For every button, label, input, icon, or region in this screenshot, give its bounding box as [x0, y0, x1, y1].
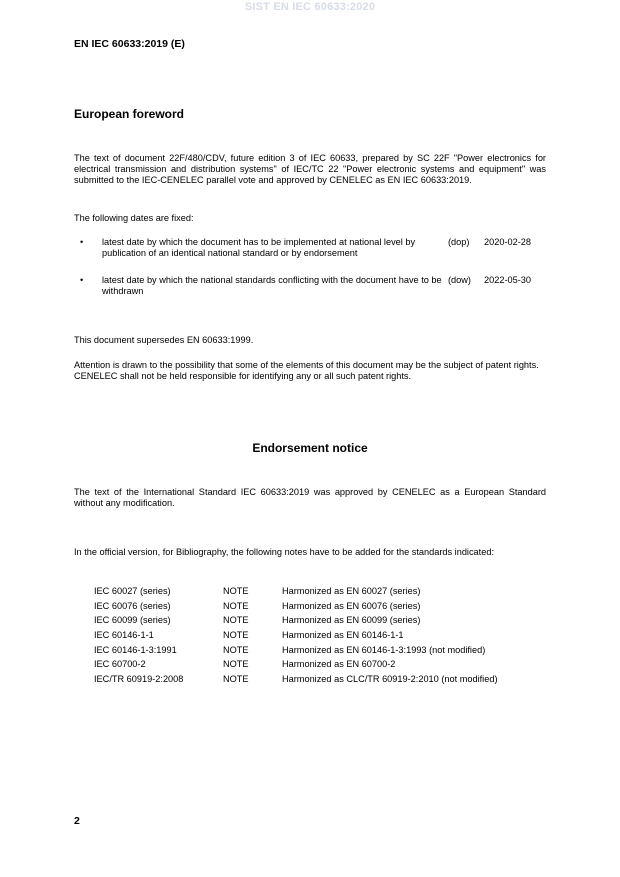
patent-attention-paragraph: Attention is drawn to the possibility that some of the elements of this document may be the subject of patent rights. CENELEC shall not be held responsible for identifying any or all such patent rights.	[74, 360, 539, 381]
endorsement-notice-title: Endorsement notice	[252, 441, 368, 455]
harmonized-cell: Harmonized as EN 60700-2	[282, 659, 396, 670]
date-description: latest date by which the national standards conflicting with the document have to be withdrawn	[102, 275, 442, 296]
note-cell: NOTE	[223, 630, 249, 641]
standard-cell: IEC 60146-1-1	[94, 630, 154, 641]
date-value: 2022-05-30	[484, 275, 531, 285]
harmonized-cell: Harmonized as EN 60027 (series)	[282, 586, 421, 596]
harmonized-cell: Harmonized as CLC/TR 60919-2:2010 (not modified)	[282, 674, 498, 685]
note-cell: NOTE	[223, 644, 249, 655]
harmonized-cell: Harmonized as EN 60099 (series)	[282, 615, 421, 626]
harmonized-cell: Harmonized as EN 60076 (series)	[282, 600, 421, 611]
harmonized-cell: Harmonized as EN 60146-1-3:1993 (not modified)	[282, 644, 486, 655]
date-abbreviation: (dow)	[448, 275, 471, 285]
note-cell: NOTE	[223, 600, 249, 611]
standard-cell: IEC 60076 (series)	[94, 600, 171, 611]
document-id: EN IEC 60633:2019 (E)	[74, 38, 185, 50]
page-number: 2	[74, 815, 80, 827]
note-cell: NOTE	[223, 615, 249, 626]
date-abbreviation: (dop)	[448, 237, 470, 247]
standard-cell: IEC 60146-1-3:1991	[94, 644, 177, 655]
dates-intro: The following dates are fixed:	[74, 213, 194, 223]
supersedes-paragraph: This document supersedes EN 60633:1999.	[74, 335, 254, 345]
bullet: •	[80, 237, 84, 247]
date-description: latest date by which the document has to be implemented at national level by publication of an identical national standard or by endorsement	[102, 237, 416, 258]
standard-cell: IEC/TR 60919-2:2008	[94, 674, 184, 685]
european-foreword-title: European foreword	[74, 107, 185, 121]
standard-cell: IEC 60099 (series)	[94, 615, 171, 626]
standard-cell: IEC 60700-2	[94, 659, 146, 670]
note-cell: NOTE	[223, 674, 249, 685]
foreword-intro-paragraph: The text of document 22F/480/CDV, future edition 3 of IEC 60633, prepared by SC 22F "Power electronics for electrical transmission and distribution systems" of IEC/TC 22 "Power electronic systems and equipment" was submitted to the IEC-CENELEC parallel vote and approved by CENELEC as EN IEC 60633:2019.	[74, 153, 546, 185]
harmonized-cell: Harmonized as EN 60146-1-1	[282, 630, 404, 641]
bullet: •	[80, 275, 84, 285]
note-cell: NOTE	[223, 586, 249, 596]
bibliography-intro: In the official version, for Bibliography, the following notes have to be added for the standards indicated:	[74, 547, 494, 557]
watermark: SIST EN IEC 60633:2020	[244, 1, 376, 13]
date-value: 2020-02-28	[484, 237, 531, 247]
note-cell: NOTE	[223, 659, 249, 670]
standard-cell: IEC 60027 (series)	[94, 586, 171, 596]
endorsement-text: The text of the International Standard IEC 60633:2019 was approved by CENELEC as a European Standard without any modification.	[74, 487, 546, 508]
